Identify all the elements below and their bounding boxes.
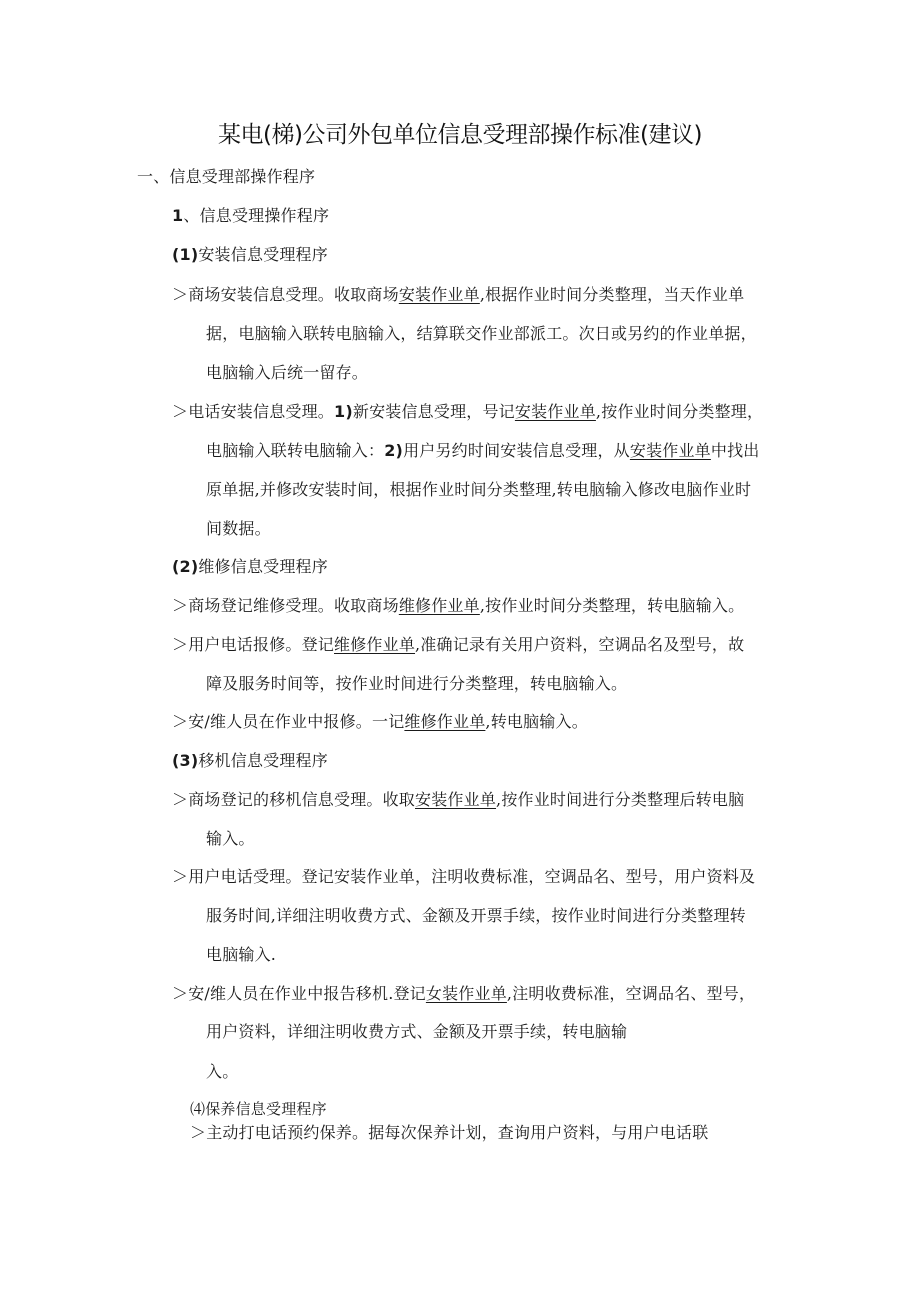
item-number: 1): [334, 402, 353, 421]
text-run: ＞商场安装信息受理。收取商场: [172, 285, 399, 304]
heading-text: 安装信息受理程序: [198, 245, 328, 264]
text-run: ＞安/维人员在作业中报修。一记: [172, 712, 405, 731]
para-staff-relocation-line1: [172, 984, 755, 1004]
text-run: ,准确记录有关用户资料，空调品名及型号，故: [415, 635, 745, 654]
subsection-heading-1-1: [172, 206, 329, 226]
text-run: ＞用户电话报修。登记: [172, 635, 335, 654]
heading-number: (2): [172, 557, 199, 576]
heading-number: (3): [172, 751, 199, 770]
para-phone-install-line4: 间数据。: [206, 519, 271, 538]
text-run: 电脑输入联转电脑输入：: [206, 441, 385, 460]
text-run: ＞电话安装信息受理。: [172, 402, 335, 421]
underlined-form-name: 安装作业单: [514, 402, 596, 421]
heading-number: (1): [172, 245, 199, 264]
text-run: ＞商场登记维修受理。收取商场: [172, 596, 399, 615]
text-run: ,按作业时间分类整理，转电脑输入。: [479, 596, 745, 615]
underlined-form-name: 安装作业单: [398, 285, 480, 304]
heading-repair: [172, 557, 328, 577]
subsection-text: 、信息受理操作程序: [183, 206, 330, 225]
document-title: 某电(梯)公司外包单位信息受理部操作标准(建议): [218, 122, 702, 148]
text-run: 新安装信息受理，号记: [352, 402, 515, 421]
text-run: ＞安/维人员在作业中报告移机.登记: [172, 984, 426, 1003]
para-staff-relocation-line2: 用户资料，详细注明收费方式、金额及开票手续，转电脑输: [206, 1022, 628, 1041]
para-phone-install-line1: [172, 402, 763, 422]
para-phone-install-line2: [206, 441, 760, 461]
heading-text: 维修信息受理程序: [198, 557, 328, 576]
para-phone-relocation-line2: 服务时间,详细注明收费方式、金额及开票手续，按作业时间进行分类整理转: [206, 906, 746, 925]
para-phone-repair-line2: 障及服务时间等，按作业时间进行分类整理，转电脑输入。: [206, 674, 628, 693]
underlined-form-name: 维修作业单: [398, 596, 480, 615]
underlined-form-name: 安装作业单: [629, 441, 711, 460]
heading-install: [172, 245, 328, 265]
heading-maintenance: ⑷保养信息受理程序: [190, 1100, 327, 1118]
para-staff-relocation-line3: 入。: [206, 1062, 239, 1081]
para-phone-repair-line1: [172, 635, 744, 655]
para-mall-relocation-line1: [172, 790, 744, 810]
heading-relocation: [172, 751, 328, 771]
section-heading-1: 一、信息受理部操作程序: [137, 167, 316, 186]
heading-text: 移机信息受理程序: [198, 751, 328, 770]
underlined-form-name: 女装作业单: [425, 984, 507, 1003]
para-mall-install-line1: [172, 285, 744, 305]
para-mall-relocation-line2: 输入。: [206, 829, 255, 848]
para-phone-relocation-line1: ＞用户电话受理。登记安装作业单，注明收费标准，空调品名、型号，用户资料及: [172, 867, 756, 886]
text-run: 用户另约时间安装信息受理，从: [403, 441, 630, 460]
para-mall-repair: [172, 596, 744, 616]
underlined-form-name: 维修作业单: [404, 712, 486, 731]
underlined-form-name: 安装作业单: [415, 790, 497, 809]
text-run: ,按作业时间进行分类整理后转电脑: [496, 790, 745, 809]
text-run: ＞商场登记的移机信息受理。收取: [172, 790, 416, 809]
para-staff-repair: [172, 712, 588, 732]
subsection-number: 1: [172, 206, 184, 225]
text-run: ,按作业时间分类整理，: [595, 402, 764, 421]
text-run: ,转电脑输入。: [485, 712, 588, 731]
para-mall-install-line2: 据，电脑输入联转电脑输入，结算联交作业部派工。次日或另约的作业单据，: [206, 324, 757, 343]
para-mall-install-line3: 电脑输入后统一留存。: [206, 363, 369, 382]
para-phone-install-line3: 原单据,并修改安装时间，根据作业时间分类整理,转电脑输入修改电脑作业时: [206, 480, 752, 499]
text-run: ,注明收费标准，空调品名、型号，: [506, 984, 756, 1003]
text-run: ,根据作业时间分类整理，当天作业单: [479, 285, 745, 304]
para-phone-relocation-line3: 电脑输入.: [206, 945, 277, 964]
item-number: 2): [384, 441, 404, 460]
para-maintenance-line1: ＞主动打电话预约保养。据每次保养计划，查询用户资料，与用户电话联: [190, 1123, 709, 1142]
underlined-form-name: 维修作业单: [334, 635, 416, 654]
text-run: 中找出: [710, 441, 760, 460]
